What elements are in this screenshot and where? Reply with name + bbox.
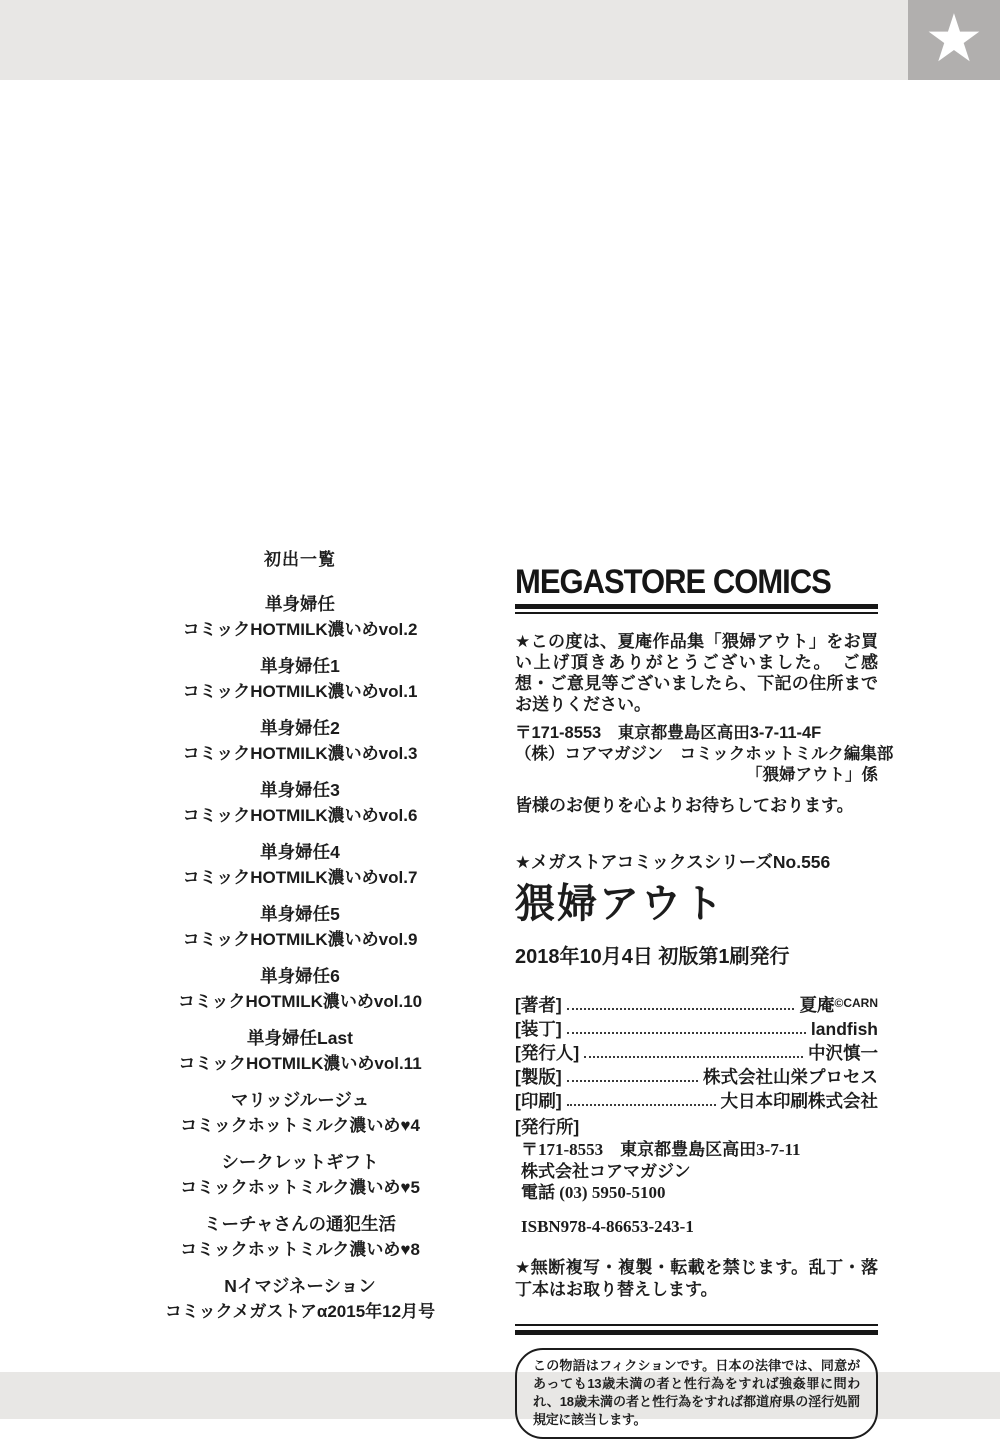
list-item — [50, 1150, 550, 1201]
credit-label: [著者] — [515, 995, 562, 1015]
publisher-label: [発行所] — [515, 1117, 580, 1137]
work-source: コミックHOTMILK濃いめvol.6 — [182, 806, 418, 825]
list-item — [50, 1274, 550, 1325]
work-source: コミックHOTMILK濃いめvol.11 — [178, 1054, 422, 1073]
credit-label: [発行人] — [515, 1043, 580, 1063]
credit-row — [515, 1065, 878, 1089]
work-source: コミックホットミルク濃いめ♥8 — [180, 1240, 420, 1259]
await-note: 皆様のお便りを心よりお待ちしております。 — [515, 796, 854, 815]
megastore-comics-logo: MEGASTORE COMICS — [515, 561, 831, 601]
logo-underline-thick — [515, 604, 878, 609]
credit-row — [515, 1089, 878, 1113]
credits-list — [515, 991, 878, 1113]
credit-value: 株式会社山栄プロセス — [703, 1067, 878, 1087]
publisher-phone: 電話 (03) 5950-5100 — [521, 1183, 666, 1202]
first-publication-list — [50, 545, 550, 1336]
editorial-address-block — [515, 723, 894, 786]
work-source: コミックHOTMILK濃いめvol.2 — [182, 620, 418, 639]
credit-row — [515, 1041, 878, 1065]
work-title: マリッジルージュ — [230, 1090, 370, 1110]
work-title: 単身婦任1 — [260, 656, 340, 676]
work-title: 単身婦任6 — [260, 966, 340, 986]
colophon — [515, 561, 894, 1439]
list-item — [50, 778, 550, 829]
list-item — [50, 1212, 550, 1263]
work-source: コミックHOTMILK濃いめvol.7 — [182, 868, 418, 887]
credit-row — [515, 1017, 878, 1041]
work-title: ミーチャさんの通犯生活 — [204, 1214, 396, 1234]
divider-thick-line — [515, 1330, 878, 1335]
work-title: 単身婦任4 — [260, 842, 340, 862]
address-line: 〒171-8553 東京都豊島区高田3-7-11-4F — [515, 724, 822, 742]
dotted-leader — [567, 1080, 698, 1082]
work-title: 単身婦任3 — [260, 780, 340, 800]
work-source: コミックホットミルク濃いめ♥4 — [180, 1116, 420, 1135]
list-item — [50, 964, 550, 1015]
credit-label: [装丁] — [515, 1019, 562, 1039]
isbn: ISBN978-4-86653-243-1 — [521, 1216, 694, 1236]
section-divider — [515, 1324, 878, 1335]
work-source: コミックHOTMILK濃いめvol.9 — [182, 930, 418, 949]
logo-underline-thin — [515, 612, 878, 614]
credit-label: [製版] — [515, 1067, 562, 1087]
work-title: 単身婦任 — [265, 594, 335, 614]
work-title: 単身婦任Last — [247, 1028, 353, 1048]
publisher-block — [515, 1139, 878, 1204]
credit-value: landfish — [810, 1019, 878, 1039]
book-title: 猥婦アウト — [515, 882, 725, 926]
credit-value: 中沢慎一 — [808, 1043, 878, 1063]
credit-value-small: ©CARN — [834, 996, 878, 1010]
list-item — [50, 654, 550, 705]
pub-list-heading: 初出一覧 — [264, 550, 336, 569]
credit-label: [印刷] — [515, 1091, 562, 1111]
list-item — [50, 840, 550, 891]
work-title: 単身婦任2 — [260, 718, 340, 738]
address-line: （株）コアマガジン コミックホットミルク編集部 — [515, 745, 894, 763]
work-title: 単身婦任5 — [260, 904, 340, 924]
work-source: コミックHOTMILK濃いめvol.1 — [182, 682, 418, 701]
dotted-leader — [567, 1104, 716, 1106]
credit-value: 大日本印刷株式会社 — [720, 1091, 878, 1111]
list-item — [50, 716, 550, 767]
work-title: シークレットギフト — [221, 1152, 379, 1172]
copyright-notice: ★無断複写・複製・転載を禁じます。乱丁・落丁本はお取り替えします。 — [515, 1257, 878, 1299]
work-source: コミックホットミルク濃いめ♥5 — [180, 1178, 420, 1197]
series-number: ★メガストアコミックスシリーズNo.556 — [515, 852, 831, 872]
work-source: コミックHOTMILK濃いめvol.10 — [177, 992, 423, 1011]
top-margin-strip — [0, 0, 1000, 80]
work-title: Nイマジネーション — [224, 1276, 376, 1296]
list-item — [50, 592, 550, 643]
fiction-disclaimer-box: この物語はフィクションです。日本の法律では、同意があっても13歳未満の者と性行為をすれば強姦罪に問われ、18歳未満の者と性行為をすれば都道府県の淫行処罰規定に該当します。 — [515, 1348, 878, 1439]
dotted-leader — [584, 1056, 803, 1058]
address-line: 「猥婦アウト」係 — [746, 766, 878, 784]
star-icon: ★ — [924, 1, 984, 75]
thanks-paragraph: ★この度は、夏庵作品集「猥婦アウト」をお買い上げ頂きありがとうございました。 ご感想・ご意見等ございましたら、下記の住所までお送りください。 — [515, 632, 878, 714]
list-item — [50, 902, 550, 953]
publisher-address: 〒171-8553 東京都豊島区高田3-7-11 — [521, 1140, 801, 1159]
corner-star-box — [908, 0, 1000, 80]
credit-row — [515, 991, 878, 1017]
dotted-leader — [567, 1008, 795, 1010]
work-source: コミックメガストアα2015年12月号 — [164, 1302, 436, 1321]
credit-value: 夏庵 — [799, 995, 835, 1015]
publisher-name: 株式会社コアマガジン — [521, 1161, 691, 1181]
list-item — [50, 1088, 550, 1139]
dotted-leader — [567, 1032, 806, 1034]
divider-thin-line — [515, 1324, 878, 1326]
print-date: 2018年10月4日 初版第1刷発行 — [515, 946, 790, 968]
list-item — [50, 1026, 550, 1077]
work-source: コミックHOTMILK濃いめvol.3 — [182, 744, 418, 763]
